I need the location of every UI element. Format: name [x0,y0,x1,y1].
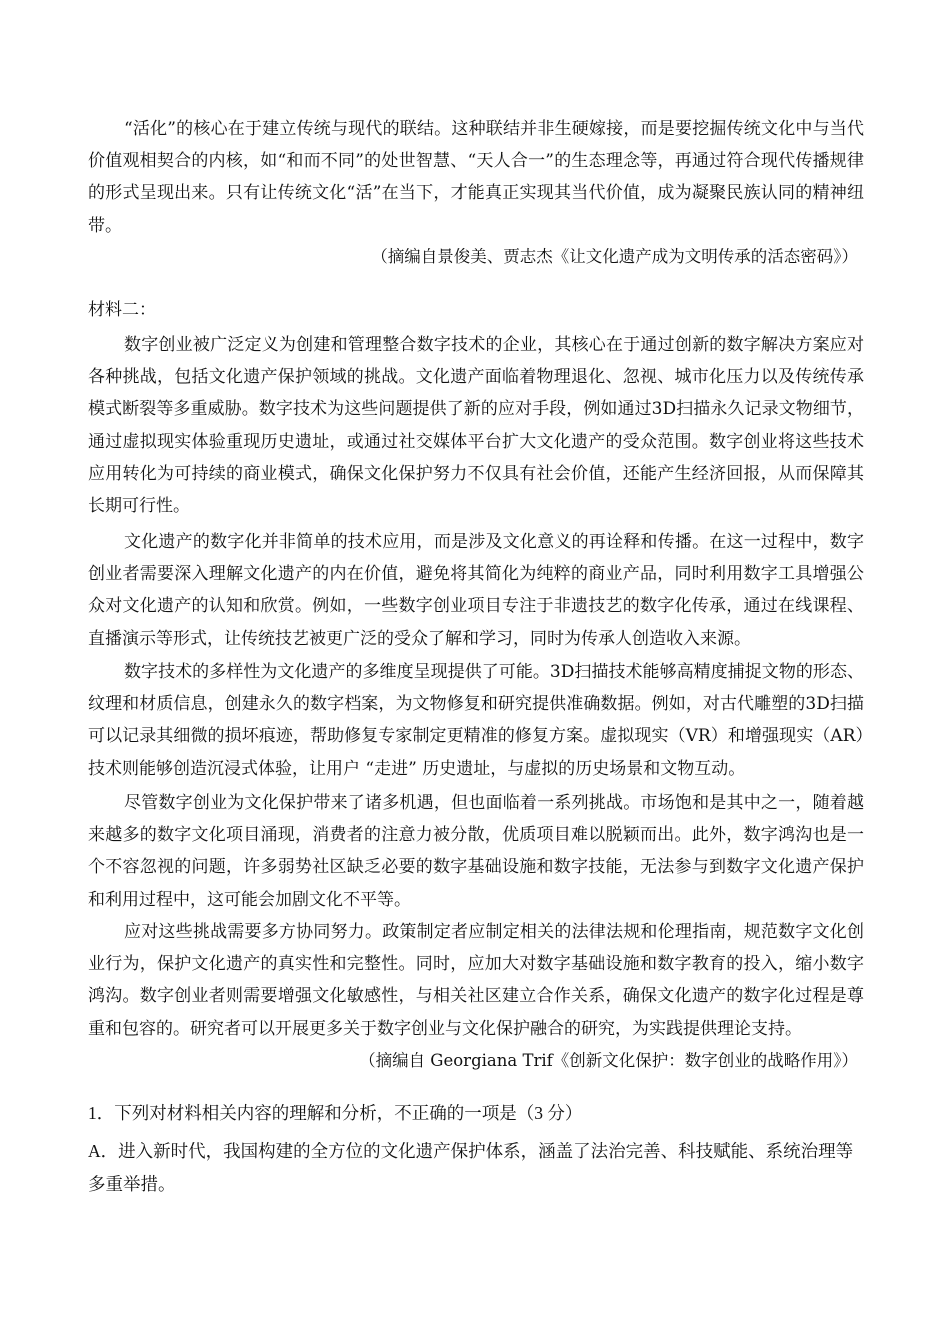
material1-citation: （摘编自景俊美、贾志杰《让文化遗产成为文明传承的活态密码》） [371,247,858,266]
material2-paragraph-4: 尽管数字创业为文化保护带来了诸多机遇，但也面临着一系列挑战。市场饱和是其中之一，随着越来越多的数字文化项目涌现，消费者的注意力被分散，优质项目难以脱颖而出。此外，数字鸿沟也是一个不容忽视的问题，许多弱势社区缺乏必要的数字基础设施和数字技能，无法参与到数字文化遗产保护和利用过程中，这可能会加剧文化不平等。 [88,793,864,910]
material2-paragraph-1: 数字创业被广泛定义为创建和管理整合数字技术的企业，其核心在于通过创新的数字解决方案应对各种挑战，包括文化遗产保护领域的挑战。文化遗产面临着物理退化、忽视、城市化压力以及传统传承模式断裂等多重威胁。数字技术为这些问题提供了新的应对手段，例如通过3D扫描永久记录文物细节，通过虚拟现实体验重现历史遗址，或通过社交媒体平台扩大文化遗产的受众范围。数字创业将这些技术应用转化为可持续的商业模式，确保文化保护努力不仅具有社会价值，还能产生经济回报，从而保障其长期可行性。 [88,335,864,517]
material2-label: 材料二： [88,300,156,320]
question-1-option-a: A．进入新时代，我国构建的全方位的文化遗产保护体系，涵盖了法治完善、科技赋能、系统治理等多重举措。 [88,1141,854,1194]
material2-paragraph-3: 数字技术的多样性为文化遗产的多维度呈现提供了可能。3D扫描技术能够高精度捕捉文物的形态、纹理和材质信息，创建永久的数字档案，为文物修复和研究提供准确数据。例如，对古代雕塑的3D扫描可以记录其细微的损坏痕迹，帮助修复专家制定更精准的修复方案。虚拟现实（VR）和增强现实（AR）技术则能够创造沉浸式体验，让用户 “走进” 历史遗址，与虚拟的历史场景和文物互动。 [88,662,864,779]
material2-citation: （摘编自 Georgiana Trif《创新文化保护：数字创业的战略作用》） [359,1051,858,1070]
question-1-stem: 1．下列对材料相关内容的理解和分析，不正确的一项是（3 分） [88,1103,583,1123]
material1-paragraph: “活化”的核心在于建立传统与现代的联结。这种联结并非生硬嫁接，而是要挖掘传统文化中与当代价值观相契合的内核，如“和而不同”的处世智慧、“天人合一”的生态理念等，再通过符合现代传播规律的形式呈现出来。只有让传统文化“活”在当下，才能真正实现其当代价值，成为凝聚民族认同的精神纽带。 [88,119,864,236]
material2-paragraph-5: 应对这些挑战需要多方协同努力。政策制定者应制定相关的法律法规和伦理指南，规范数字文化创业行为，保护文化遗产的真实性和完整性。同时，应加大对数字基础设施和数字教育的投入，缩小数字鸿沟。数字创业者则需要增强文化敏感性，与相关社区建立合作关系，确保文化遗产的数字化过程是尊重和包容的。研究者可以开展更多关于数字创业与文化保护融合的研究，为实践提供理论支持。 [88,922,864,1039]
material2-paragraph-2: 文化遗产的数字化并非简单的技术应用，而是涉及文化意义的再诠释和传播。在这一过程中，数字创业者需要深入理解文化遗产的内在价值，避免将其简化为纯粹的商业产品，同时利用数字工具增强公众对文化遗产的认知和欣赏。例如，一些数字创业项目专注于非遗技艺的数字化传承，通过在线课程、直播演示等形式，让传统技艺被更广泛的受众了解和学习，同时为传承人创造收入来源。 [88,532,864,649]
